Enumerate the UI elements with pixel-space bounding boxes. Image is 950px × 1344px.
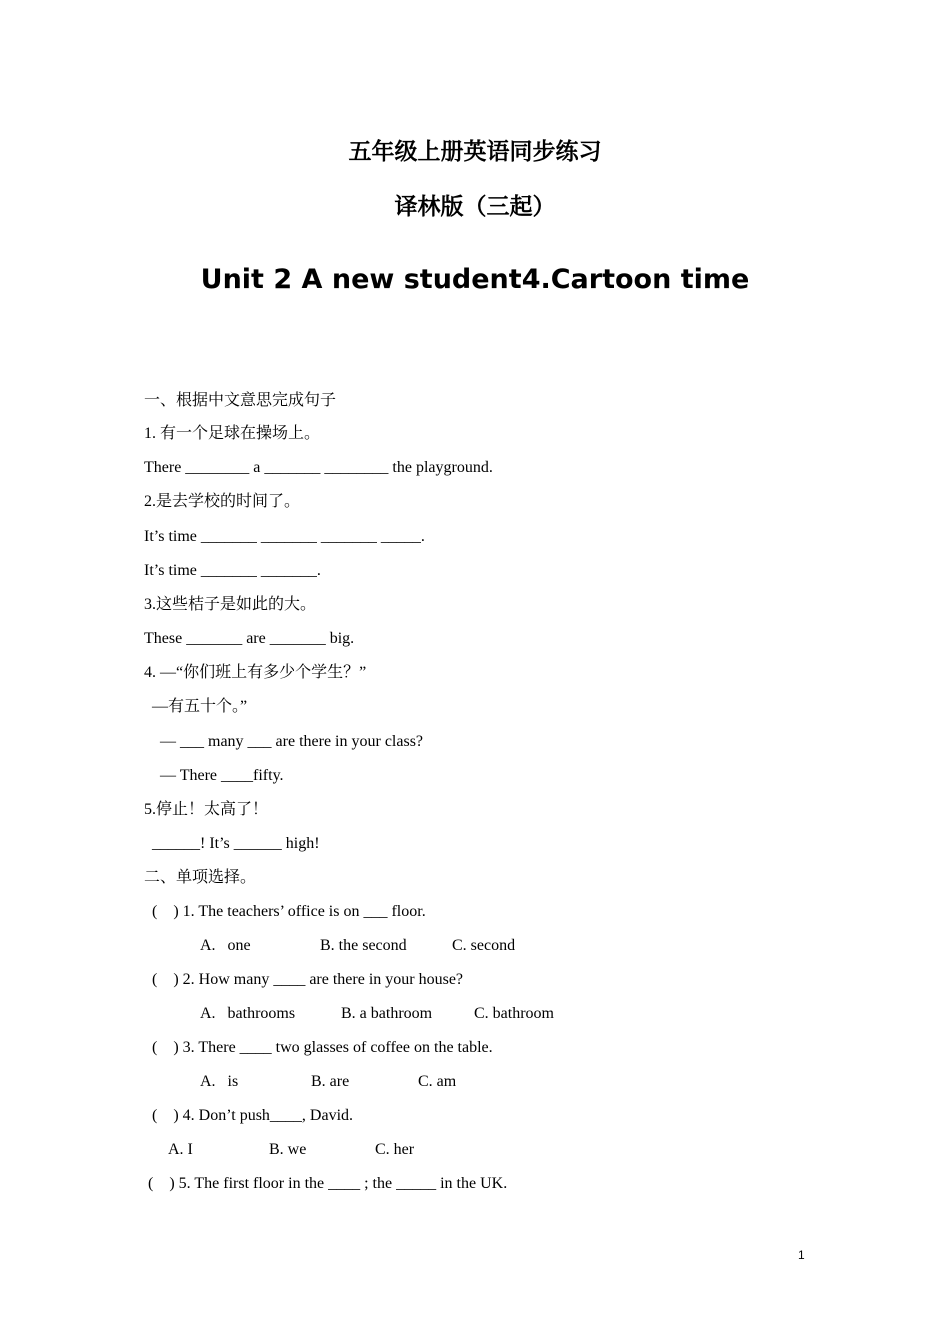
mc-option-b: B. we [269, 1141, 307, 1158]
mc-option-c: C. am [418, 1073, 457, 1090]
q2-chinese: 2.是去学校的时间了。 [144, 493, 301, 510]
mc-option-b: B. the second [320, 937, 407, 954]
mc-option-a: A. one [200, 937, 251, 954]
mc-option-a: A. I [168, 1141, 193, 1158]
mc-question-stem: ( ) 3. There ____ two glasses of coffee on the table. [152, 1039, 493, 1056]
q1-chinese: 1. 有一个足球在操场上。 [144, 425, 321, 442]
section2-heading: 二、单项选择。 [144, 869, 257, 886]
mc-question-stem: ( ) 1. The teachers’ office is on ___ floor. [152, 903, 426, 920]
mc-option-b: B. are [311, 1073, 350, 1090]
q5-chinese: 5.停止！太高了！ [144, 801, 269, 818]
title-edition: 译林版（三起） [394, 194, 556, 220]
mc-option-c: C. her [375, 1141, 415, 1158]
q4-chinese-b: —有五十个。” [152, 698, 248, 715]
q4-english-b: — There ____fifty. [160, 767, 284, 784]
mc-option-a: A. bathrooms [200, 1005, 296, 1022]
q3-chinese: 3.这些桔子是如此的大。 [144, 596, 317, 613]
title-unit: Unit 2 A new student4.Cartoon time [200, 264, 750, 295]
mc-option-c: C. bathroom [474, 1005, 554, 1022]
mc-question-stem: ( ) 5. The first floor in the ____ ; the _____ in the UK. [148, 1175, 508, 1192]
q2-english-a: It’s time _______ _______ _______ _____. [144, 528, 425, 545]
q2-english-b: It’s time _______ _______. [144, 562, 321, 579]
q4-english-a: — ___ many ___ are there in your class? [160, 733, 424, 750]
mc-option-c: C. second [452, 937, 516, 954]
mc-option-b: B. a bathroom [341, 1005, 433, 1022]
section1-heading: 一、根据中文意思完成句子 [144, 392, 337, 409]
q4-chinese-a: 4. —“你们班上有多少个学生？” [144, 664, 367, 681]
mc-option-a: A. is [200, 1073, 239, 1090]
q1-english: There ________ a _______ ________ the playground. [144, 459, 493, 476]
mc-question-stem: ( ) 4. Don’t push____, David. [152, 1107, 354, 1124]
page-number: 1 [798, 1248, 805, 1262]
q5-english: ______! It’s ______ high! [152, 835, 320, 852]
mc-question-stem: ( ) 2. How many ____ are there in your house? [152, 971, 464, 988]
title-grade: 五年级上册英语同步练习 [348, 139, 602, 165]
q3-english: These _______ are _______ big. [144, 630, 355, 647]
